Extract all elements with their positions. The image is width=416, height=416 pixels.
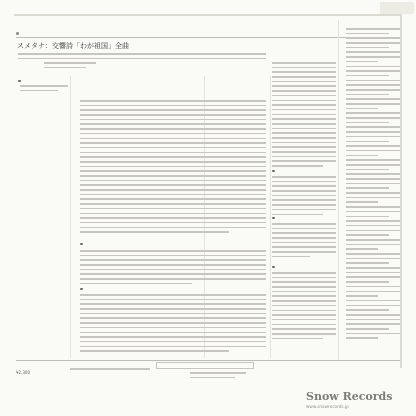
section-head-5 [272,215,276,220]
commentary-text-block-3 [80,294,266,355]
watermark-brand: Snow Records [306,390,393,403]
frame-right-border [400,14,402,368]
bullet-icon [80,243,83,246]
catalog-list [346,28,400,342]
section-head-6 [272,264,276,269]
footer-credit-lines [70,368,150,373]
column-divider-1 [70,76,71,358]
performer-lines [44,62,96,71]
header-divider [16,37,384,38]
section-head-4 [272,168,276,173]
store-watermark [306,390,412,412]
section-head-2 [80,241,84,246]
commentary-text-block-1 [80,100,266,236]
right-commentary-text-1 [272,62,336,170]
right-commentary-text-3 [272,223,336,261]
main-title: スメタナ：交響詩「わが祖国」全曲 [17,42,129,50]
bullet-icon [80,288,83,291]
corner-tab [380,2,414,14]
watermark-website: www.snowrecords.jp [306,404,349,409]
frame-top-border [14,14,402,16]
section-head-3 [80,286,84,291]
right-commentary-text-2 [272,176,336,218]
column-divider-4 [338,20,339,360]
footer-notice-box [156,362,254,369]
left-column-text [20,85,68,94]
right-commentary-text-4 [272,272,336,342]
publisher-lines [190,372,246,381]
bullet-icon [18,80,21,83]
price-label: ¥2,300 [16,370,30,375]
bullet-icon [272,266,275,269]
footer-divider [16,360,400,361]
bullet-icon [272,170,275,173]
bullet-icon [272,217,275,220]
commentary-text-block-2 [80,250,266,288]
column-divider-3 [270,76,271,358]
section-head-1 [18,78,22,83]
bullet-icon [16,32,19,35]
series-label [16,31,21,35]
intro-text-block [18,53,266,62]
